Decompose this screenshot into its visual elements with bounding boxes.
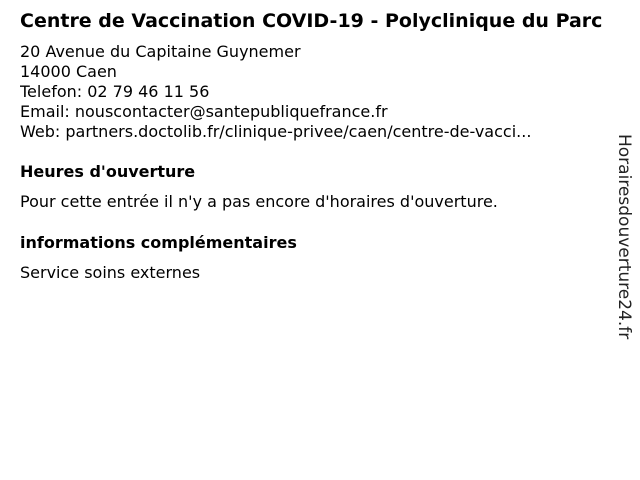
address-block [20,42,610,142]
additional-info-heading: informations complémentaires [20,233,297,252]
page-title: Centre de Vaccination COVID-19 - Polyclinique du Parc [20,10,603,32]
opening-hours-text: Pour cette entrée il n'y a pas encore d'horaires d'ouverture. [20,192,498,211]
city-postcode: 14000 Caen [20,62,117,81]
street-address: 20 Avenue du Capitaine Guynemer [20,42,301,61]
website-link[interactable]: Web: partners.doctolib.fr/clinique-privee/caen/centre-de-vacci... [20,122,532,141]
email-address[interactable]: Email: nouscontacter@santepubliquefrance.fr [20,102,388,121]
site-watermark: Horairesdouverture24.fr [614,134,634,340]
additional-info-text: Service soins externes [20,263,201,282]
listing-content [20,10,610,283]
opening-hours-heading: Heures d'ouverture [20,162,196,181]
phone-number[interactable]: Telefon: 02 79 46 11 56 [20,82,210,101]
